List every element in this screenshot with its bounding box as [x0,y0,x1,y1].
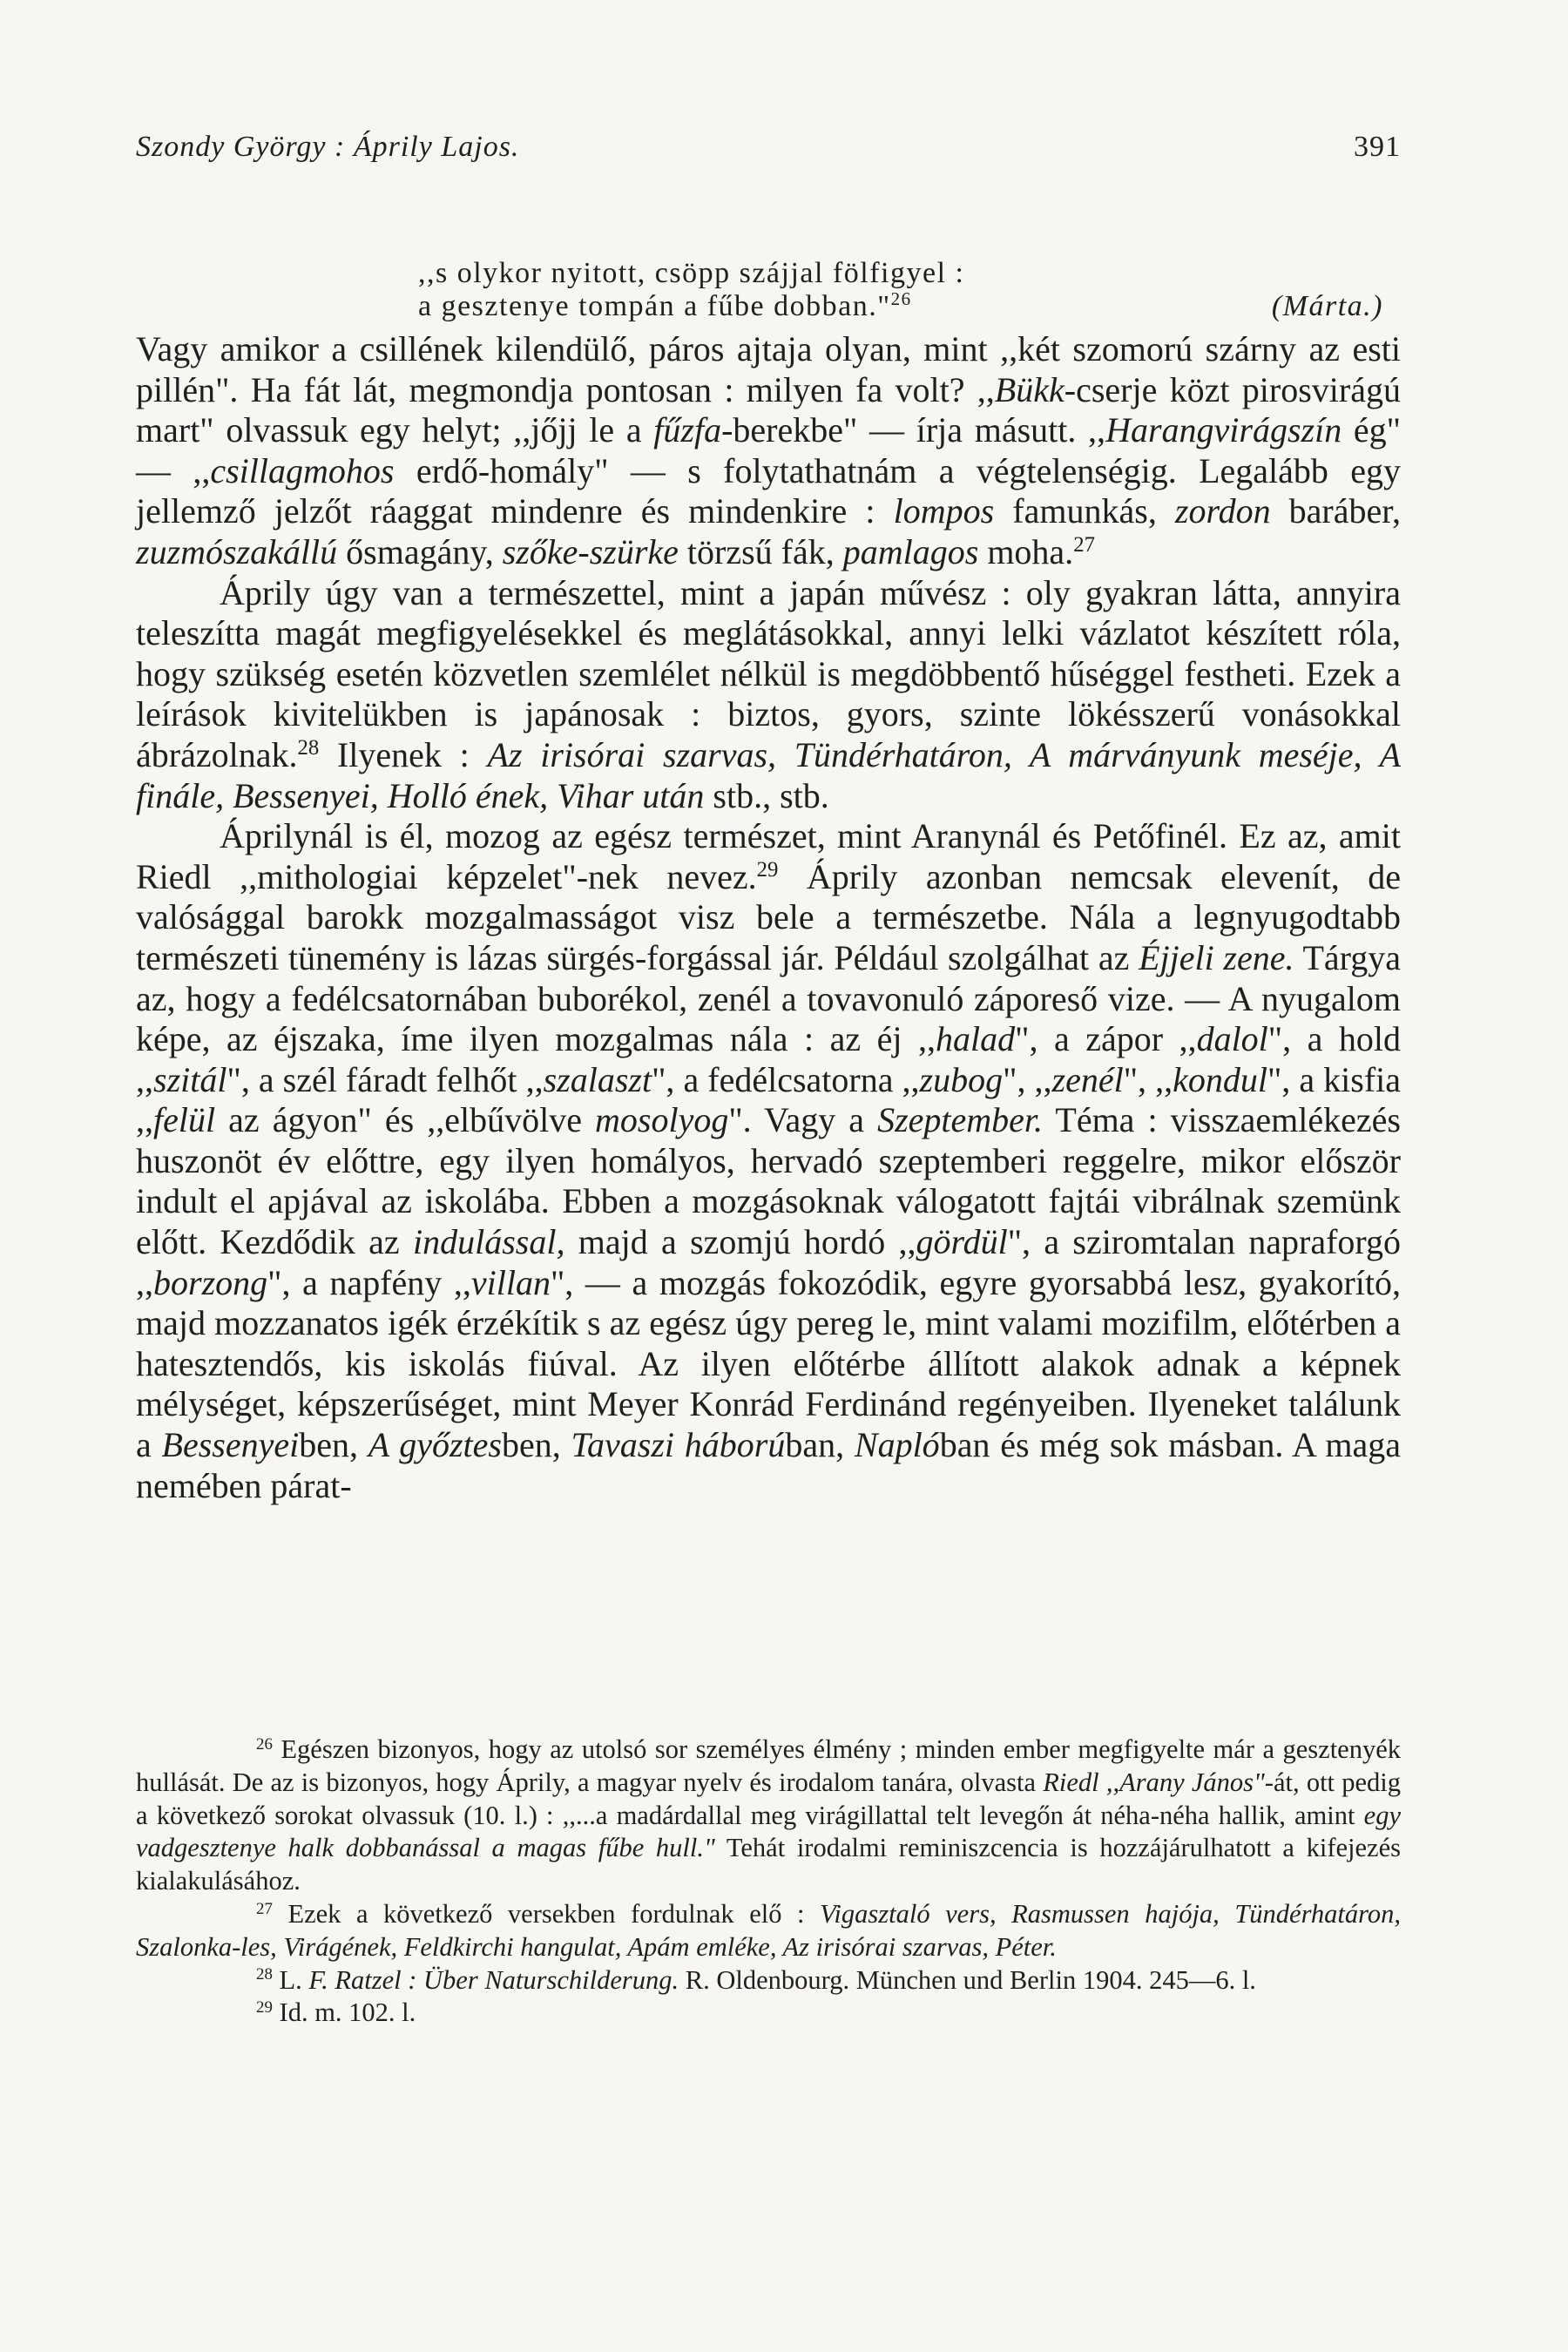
footnote-ref-27: 27 [1073,533,1095,558]
footnote-ref-28: 28 [297,736,320,760]
quote-line-1: ,,s olykor nyitott, csöpp szájjal fölfigyel : [418,257,965,289]
footnotes [136,1734,1401,2030]
running-title: Szondy György : Áprily Lajos. [136,131,520,163]
paragraph-2: Áprily úgy van a természettel, mint a japán művész : oly gyakran látta, annyira teleszítta magát megfigyelésekkel és meglátásokkal, annyi lelki vázlatot készített róla, hogy szükség esetén közvetlen szemlélet nélkül is megdöbbentő hűséggel festheti. Ezek a leírások kivitelükben is japánosak : biztos, gyors, szinte lökésszerű vonásokkal ábrázolnak.$^{28}$ Ilyenek : Az irisórai szarvas, Tündérhatáron, A márványunk meséje, A finále, Bessenyei, Holló ének, Vihar után stb., stb. [136,572,1401,815]
footnote-ref-26: 26 [890,288,912,310]
paragraph-1: Vagy amikor a csillének kilendülő, páros ajtaja olyan, mint ,,két szomorú szárny az esti pillén". Ha fát lát, megmondja pontosan : milyen fa volt? ,,Bükk-cserje közt pirosvirágú mart" olvassuk egy helyt; ,,jőjj le a fűzfa-berekbe" — írja másutt. ,,Harangvirágszín ég" — ,,csillagmohos erdő-homály" — s folytathatnám a végtelenségig. Legalább egy jellemző jelzőt ráaggat mindenre és mindenkire : lompos famunkás, zordon baráber, zuzmószakállú ősmagány, szőke-szürke törzsű fák, pamlagos moha.$^{27}$ [136,329,1402,571]
quote-line-2: a gesztenye tompán a fűbe dobban."$^{26}$ [418,288,912,322]
running-header [136,131,1401,164]
quote-source: (Márta.) [1271,290,1383,322]
verse-quote [418,257,1402,323]
main-text [136,329,1401,1506]
footnote-ref-29: 29 [756,858,779,882]
footnote-27: $^{27}$ Ezek a következő versekben fordulnak elő : Vigasztaló vers, Rasmussen hajója, Tündérhatáron, Szalonka-les, Virágének, Feldkirchi hangulat, Apám emléke, Az irisórai szarvas, Péter. [136,1898,1401,1962]
footnote-29: $^{29}$ Id. m. 102. l. [256,1997,416,2028]
footnote-28: $^{28}$ L. F. Ratzel : Über Naturschilderung. R. Oldenbourg. München und Berlin 1904. 245—6. l. [256,1964,1256,1995]
page-number: 391 [1354,131,1401,163]
paragraph-3: Áprilynál is él, mozog az egész természet, mint Aranynál és Petőfinél. Ez az, amit Riedl ,,mithologiai képzelet"-nek nevez.$^{29}$ Áprily azonban nemcsak elevenít, de valósággal barokk mozgalmasságot visz bele a természetbe. Nála a legnyugodtabb természeti tünemény is lázas sürgés-forgással jár. Például szolgálhat az Éjjeli zene. Tárgya az, hogy a fedélcsatornában buborékol, zenél a tovavonuló záporeső vize. — A nyugalom képe, az éjszaka, íme ilyen mozgalmas nála : az éj ,,halad", a zápor ,,dalol", a hold ,,szitál", a szél fáradt felhőt ,,szalaszt", a fedélcsatorna ,,zubog", ,,zenél", ,,kondul", a kisfia ,,felül az ágyon" és ,,elbűvölve mosolyog". Vagy a Szeptember. Téma : visszaemlékezés huszonöt év előttre, egy ilyen homályos, hervadó szeptemberi reggelre, mikor először indult el apjával az iskolába. Ebben a mozgásoknak válogatott fajtái vibrálnak szemünk előtt. Kezdődik az indulással, majd a szomjú hordó ,,gördül", a sziromtalan napraforgó ,,borzong", a napfény ,,villan", — a mozgás fokozódik, egyre gyorsabbá lesz, gyakorító, majd mozzanatos igék érzékítik s az egész úgy pereg le, mint valami mozifilm, előtérben a hatesztendős, kis iskolás fiúval. Az ilyen előtérbe állított alakok adnak a képnek mélységet, képszerűséget, mint Meyer Konrád Ferdinánd regényeiben. Ilyeneket találunk a Bessenyeiben, A győztesben, Tavaszi háborúban, Naplóban és még sok másban. A maga nemében párat- [136,816,1402,1505]
footnote-26: $^{26}$ Egészen bizonyos, hogy az utolsó sor személyes élmény ; minden ember megfigyelte már a gesztenyék hullását. De az is bizonyos, hogy Áprily, a magyar nyelv és irodalom tanára, olvasta Riedl ,,Arany János"-át, ott pedig a következő sorokat olvassuk (10. l.) : ,,...a madárdallal meg virágillattal telt levegőn át néha-néha hallik, amint egy vadgesztenye halk dobbanással a magas fűbe hull." Tehát irodalmi reminiszcencia is hozzájárulhatott a kifejezés kialakulásához. [136,1734,1401,1896]
